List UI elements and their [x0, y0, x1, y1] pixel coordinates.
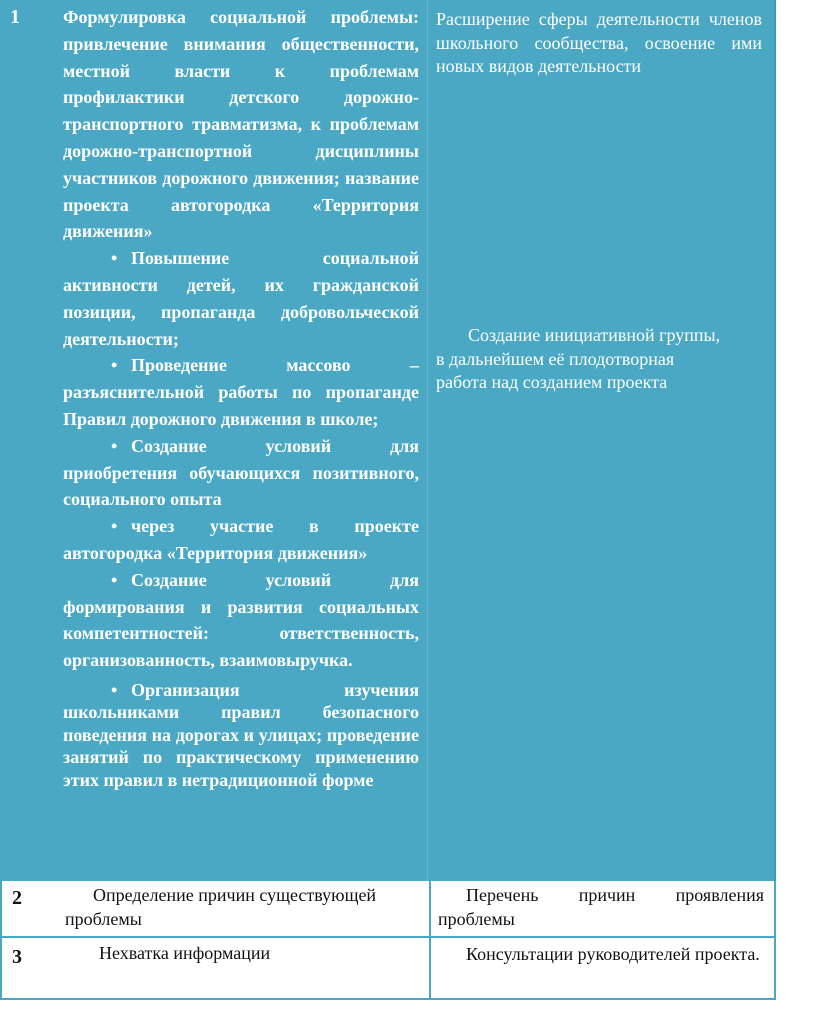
list-item: • Создание условий для приобретения обучающихся позитивного, социального опыта	[63, 433, 419, 513]
row-number: 2	[12, 887, 22, 909]
list-item: • Повышение социальной активности детей, их гражданской позиции, пропаганда добровольческой деятельности;	[63, 245, 419, 352]
list-item: • Организация изучения школьниками правил безопасного поведения на дорогах и улицах; проведение занятий по практическому применению этих правил в нетрадиционной форме	[63, 679, 419, 790]
bullet: •	[111, 516, 118, 537]
row-1-right-cell	[436, 8, 762, 392]
bullet: •	[111, 435, 118, 456]
row-number: 3	[12, 946, 22, 968]
row-1-left-cell	[63, 4, 419, 791]
bullet: •	[111, 679, 118, 700]
column-divider	[429, 938, 431, 998]
row-number: 1	[10, 6, 20, 28]
result-text-2: Создание инициативной группы, в дальнейшем её плодотворная работа над созданием проекта	[436, 325, 721, 392]
column-divider	[429, 881, 431, 936]
list-item: • Проведение массово – разъяснительной работы по пропаганде Правил дорожного движения в школе;	[63, 352, 419, 432]
row-2-left-cell: Определение причин существующей проблемы	[65, 885, 377, 929]
result-text: Расширение сферы деятельности членов школьного сообщества, освоение ими новых видов деятельности	[436, 9, 762, 76]
list-item: • через участие в проекте автогородка «Территория движения»	[63, 513, 419, 567]
bullet: •	[111, 569, 118, 590]
list-item: • Создание условий для формирования и развития социальных компетентностей: ответственность, организованность, взаимовыручка.	[63, 567, 419, 674]
table-row-2	[0, 881, 776, 938]
row-3-left-cell: Нехватка информации	[99, 943, 271, 963]
table-row-3	[0, 936, 776, 1000]
column-divider	[427, 0, 428, 881]
bullet: •	[111, 355, 118, 376]
row-3-right-cell: Консультации руководителей проекта.	[466, 944, 760, 964]
row-2-right-cell: Перечень причин проявления проблемы	[438, 885, 764, 929]
problem-statement: Формулировка социальной проблемы: привлечение внимания общественности, местной власти к проблемам профилактики детского дорожно-транспортного травматизма, к проблемам дорожно-транспортной дисциплины участников дорожного движения; название проекта автогородка «Территория движения»	[63, 7, 419, 242]
bullet: •	[111, 248, 118, 269]
